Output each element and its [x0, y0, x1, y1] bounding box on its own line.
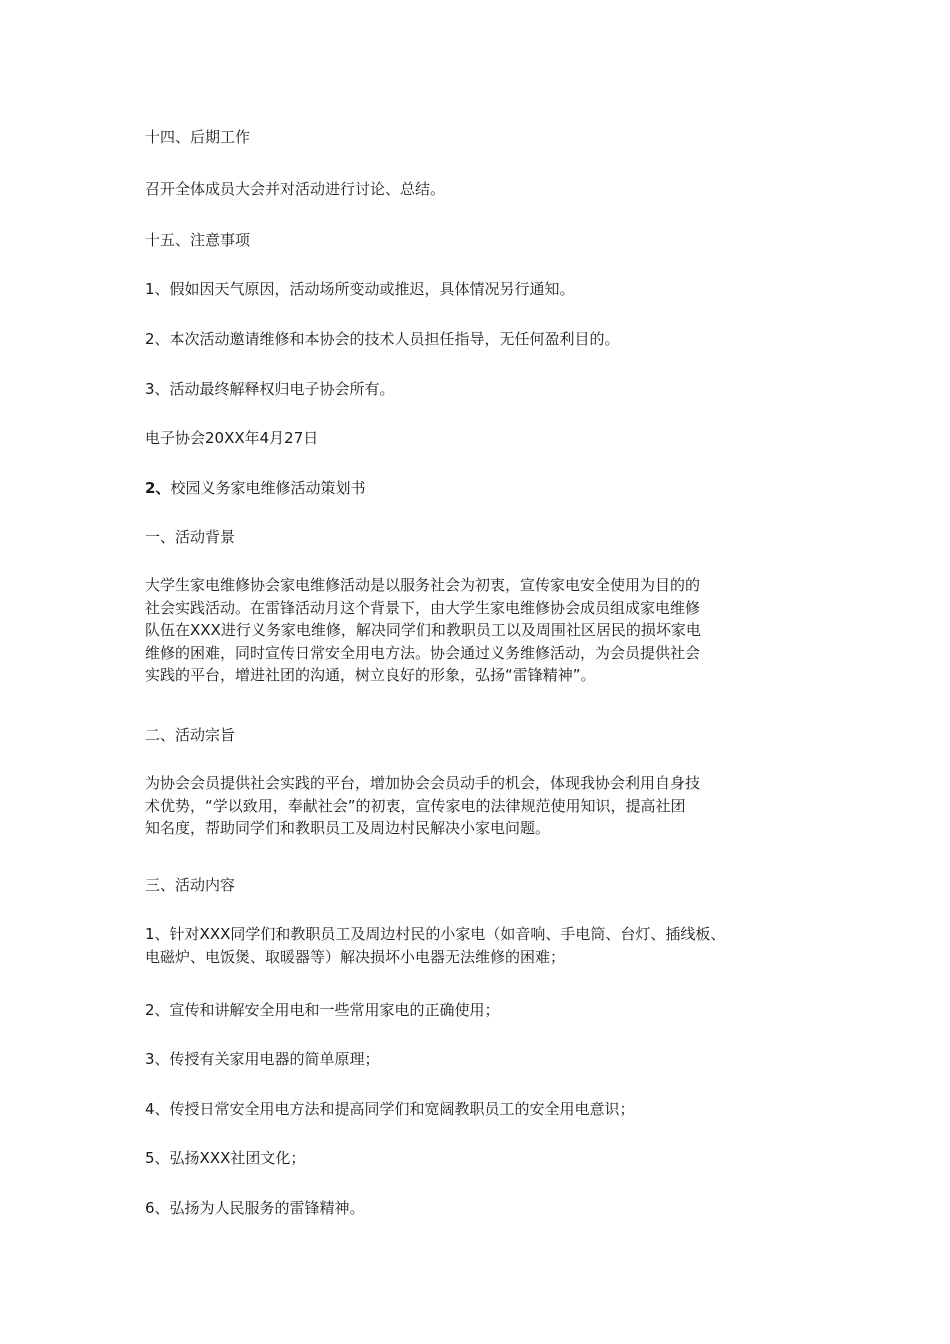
paragraph-line: 1、针对XXX同学们和教职员工及周边村民的小家电（如音响、手电筒、台灯、插线板、	[145, 925, 726, 943]
paragraph-line: 大学生家电维修协会家电维修活动是以服务社会为初衷，宣传家电安全使用为目的的	[145, 576, 701, 594]
signature-date: 电子协会20XX年4月27日	[145, 429, 319, 447]
paragraph-line: 术优势，“学以致用，奉献社会”的初衷，宣传家电的法律规范使用知识，提高社团	[145, 796, 686, 815]
content-item-5: 5、弘扬XXX社团文化；	[145, 1149, 306, 1167]
paragraph-line: 电磁炉、电饭煲、取暖器等）解决损坏小电器无法维修的困难；	[145, 947, 566, 966]
paragraph-line: 实践的平台，增进社团的沟通，树立良好的形象，弘扬“雷锋精神”。	[145, 666, 596, 684]
article-2-title	[145, 477, 365, 499]
background-heading: 一、活动背景	[145, 528, 236, 546]
notice-item-3: 3、活动最终解释权归电子协会所有。	[145, 380, 395, 398]
paragraph-line: 维修的困难，同时宣传日常安全用电方法。协会通过义务维修活动，为会员提供社会	[145, 643, 701, 662]
paragraph-line: 知名度，帮助同学们和教职员工及周边村民解决小家电问题。	[145, 819, 551, 837]
content-heading: 三、活动内容	[145, 876, 236, 894]
content-item-1	[145, 923, 805, 968]
content-item-3: 3、传授有关家用电器的简单原理；	[145, 1050, 380, 1068]
purpose-paragraph	[145, 772, 805, 840]
paragraph-line: 为协会会员提供社会实践的平台，增加协会会员动手的机会，体现我协会利用自身技	[145, 774, 701, 792]
section-14-heading: 十四、后期工作	[145, 128, 251, 146]
section-14-text: 召开全体成员大会并对活动进行讨论、总结。	[145, 180, 446, 198]
paragraph-line: 社会实践活动。在雷锋活动月这个背景下，由大学生家电维修协会成员组成家电维修	[145, 598, 701, 617]
paragraph-line: 队伍在XXX进行义务家电维修，解决同学们和教职员工以及周围社区居民的损坏家电	[145, 621, 701, 639]
purpose-heading: 二、活动宗旨	[145, 726, 236, 744]
article-2-title-text: 校园义务家电维修活动策划书	[170, 479, 366, 497]
content-item-2: 2、宣传和讲解安全用电和一些常用家电的正确使用；	[145, 1001, 500, 1019]
notice-item-1: 1、假如因天气原因，活动场所变动或推迟，具体情况另行通知。	[145, 280, 575, 298]
section-15-heading: 十五、注意事项	[145, 231, 251, 249]
content-item-6: 6、弘扬为人民服务的雷锋精神。	[145, 1199, 365, 1217]
article-2-number: 2、	[145, 479, 171, 497]
background-paragraph	[145, 574, 805, 687]
notice-item-2: 2、本次活动邀请维修和本协会的技术人员担任指导，无任何盈利目的。	[145, 330, 620, 348]
content-item-4: 4、传授日常安全用电方法和提高同学们和宽阔教职员工的安全用电意识；	[145, 1100, 635, 1118]
